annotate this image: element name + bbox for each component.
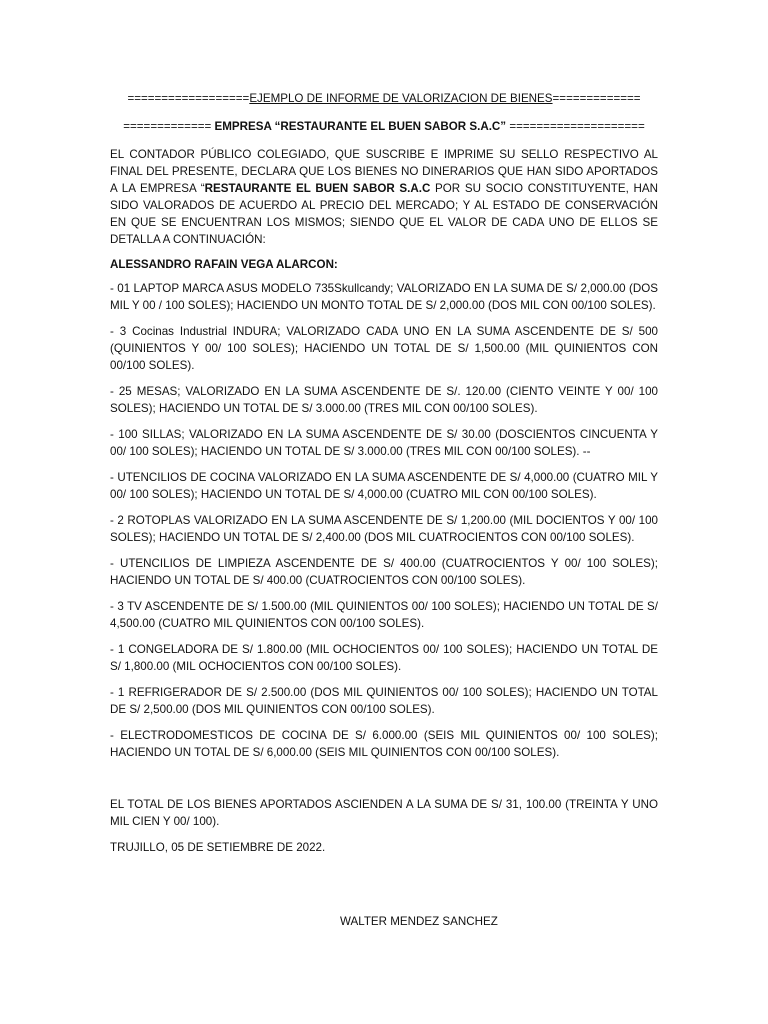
title-suffix-rule: ============= [552,92,641,105]
asset-item: - 2 ROTOPLAS VALORIZADO EN LA SUMA ASCENDENTE DE S/ 1,200.00 (MIL DOCIENTOS Y 00/ 100 SOLES); HACIENDO UN TOTAL DE S/ 2,400.00 (DOS MIL CUATROCIENTOS CON 00/100 SOLES). [110,514,658,544]
intro-company-name: RESTAURANTE EL BUEN SABOR S.A.C [204,182,431,195]
company-line [110,118,658,135]
company-suffix-rule: ==================== [506,120,645,133]
asset-item: - 25 MESAS; VALORIZADO EN LA SUMA ASCENDENTE DE S/. 120.00 (CIENTO VEINTE Y 00/ 100 SOLES); HACIENDO UN TOTAL DE S/ 3.000.00 (TRES MIL CON 00/100 SOLES). [110,385,658,415]
asset-item: - 1 CONGELADORA DE S/ 1.800.00 (MIL OCHOCIENTOS 00/ 100 SOLES); HACIENDO UN TOTAL DE S/ 1,800.00 (MIL OCHOCIENTOS CON 00/100 SOLES). [110,643,658,673]
document-title [110,90,658,107]
intro-paragraph [110,146,658,248]
intro-part-1: EL CONTADOR PÚBLICO COLEGIADO, QUE SUSCRIBE E IMPRIME SU SELLO RESPECTIVO AL FINAL DEL PRESENTE, DECLARA QUE LOS BIENES NO DINERARIOS QUE HAN SIDO APORTADOS A LA EMPRESA “ [110,148,658,195]
asset-item: - UTENCILIOS DE LIMPIEZA ASCENDENTE DE S/ 400.00 (CUATROCIENTOS Y 00/ 100 SOLES); HACIENDO UN TOTAL DE S/ 400.00 (CUATROCIENTOS CON 00/100 SOLES). [110,557,658,587]
total-statement: EL TOTAL DE LOS BIENES APORTADOS ASCIENDEN A LA SUMA DE S/ 31, 100.00 (TREINTA Y UNO MIL CIEN Y 00/ 100). [110,798,658,828]
document-body [110,90,658,865]
asset-item: - 3 Cocinas Industrial INDURA; VALORIZADO CADA UNO EN LA SUMA ASCENDENTE DE S/ 500 (QUINIENTOS Y 00/ 100 SOLES); HACIENDO UN TOTAL DE S/ 1,500.00 (MIL QUINIENTOS CON 00/100 SOLES). [110,325,658,372]
asset-item: - 01 LAPTOP MARCA ASUS MODELO 735Skullcandy; VALORIZADO EN LA SUMA DE S/ 2,000.00 (DOS MIL Y 00 / 100 SOLES); HACIENDO UN MONTO TOTAL DE S/ 2,000.00 (DOS MIL CON 00/100 SOLES). [110,282,658,312]
spacer [110,770,658,796]
asset-item: - ELECTRODOMESTICOS DE COCINA DE S/ 6.000.00 (SEIS MIL QUINIENTOS 00/ 100 SOLES); HACIENDO UN TOTAL DE S/ 6,000.00 (SEIS MIL QUINIENTOS CON 00/100 SOLES). [110,729,658,759]
asset-item: - 3 TV ASCENDENTE DE S/ 1.500.00 (MIL QUINIENTOS 00/ 100 SOLES); HACIENDO UN TOTAL DE S/ 4,500.00 (CUATRO MIL QUINIENTOS CON 00/100 SOLES). [110,600,658,630]
company-heading: EMPRESA “RESTAURANTE EL BUEN SABOR S.A.C” [214,120,507,133]
asset-item: - 100 SILLAS; VALORIZADO EN LA SUMA ASCENDENTE DE S/ 30.00 (DOSCIENTOS CINCUENTA Y 00/ 100 SOLES); HACIENDO UN TOTAL DE S/ 3.000.00 (TRES MIL CON 00/100 SOLES). -- [110,428,658,458]
partner-name: ALESSANDRO RAFAIN VEGA ALARCON: [110,258,338,271]
title-prefix-rule: ================== [127,92,250,105]
signatory-name: WALTER MENDEZ SANCHEZ [340,915,498,928]
title-text: EJEMPLO DE INFORME DE VALORIZACION DE BIENES [249,92,553,105]
place-and-date: TRUJILLO, 05 DE SETIEMBRE DE 2022. [110,841,326,854]
company-prefix-rule: ============= [123,120,215,133]
asset-item: - 1 REFRIGERADOR DE S/ 2.500.00 (DOS MIL QUINIENTOS 00/ 100 SOLES); HACIENDO UN TOTAL DE S/ 2,500.00 (DOS MIL QUINIENTOS CON 00/100 SOLES). [110,686,658,716]
asset-item: - UTENCILIOS DE COCINA VALORIZADO EN LA SUMA ASCENDENTE DE S/ 4,000.00 (CUATRO MIL Y 00/ 100 SOLES); HACIENDO UN TOTAL DE S/ 4,000.00 (CUATRO MIL CON 00/100 SOLES). [110,471,658,501]
intro-part-2: POR SU SOCIO CONSTITUYENTE, HAN SIDO VALORADOS DE ACUERDO AL PRECIO DEL MERCADO; Y AL ESTADO DE CONSERVACIÓN EN QUE SE ENCUENTRAN LOS MISMOS; SIENDO QUE EL VALOR DE CADA UNO DE ELLOS SE DETALLA A CONTINUACIÓN: [110,182,658,246]
